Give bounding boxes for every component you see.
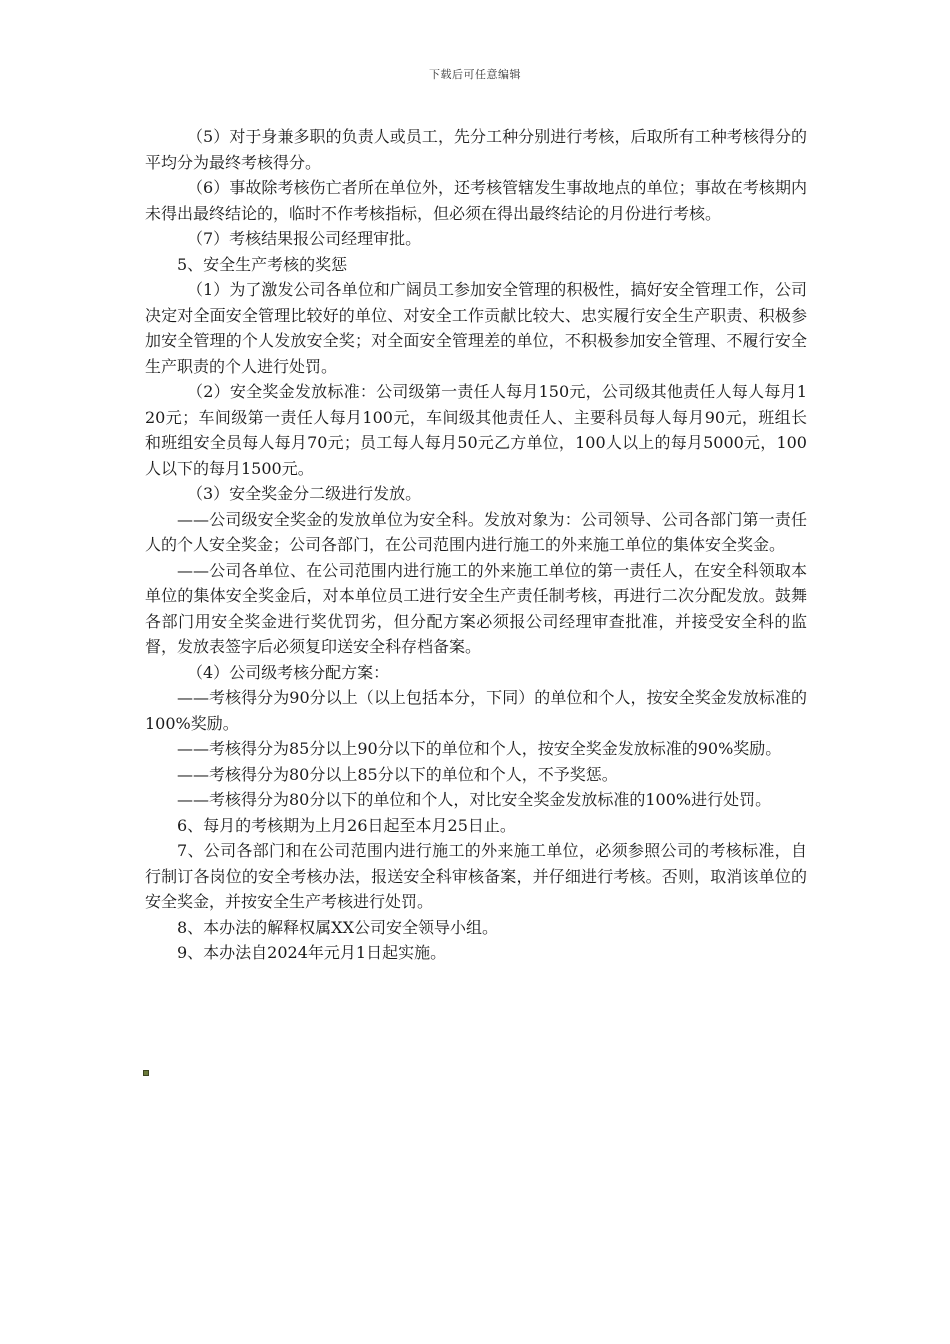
page-header: 下载后可任意编辑 <box>429 68 521 81</box>
paragraph-reward-4: （4）公司级考核分配方案： <box>187 662 390 682</box>
paragraph-item-9-effective: 9、本办法自2024年元月1日起实施。 <box>177 943 447 962</box>
paragraph-score-85: ——考核得分为85分以上90分以下的单位和个人，按安全奖金发放标准的90%奖励。 <box>177 739 782 758</box>
paragraph-score-80: ——考核得分为80分以上85分以下的单位和个人，不予奖惩。 <box>177 764 618 784</box>
paragraph-item-5: （5）对于身兼多职的负责人或员工，先分工种分别进行考核，后取所有工种考核得分的平均分为最终考核得分。 <box>145 127 807 172</box>
paragraph-unit-bonus: ——公司各单位、在公司范围内进行施工的外来施工单位的第一责任人，在安全科领取本单位的集体安全奖金后，对本单位员工进行安全生产责任制考核，再进行二次分配发放。鼓舞各部门用安全奖金进行奖优罚劣，但分配方案必须报公司经理审查批准，并接受安全科的监督，发放表签字后必须复印送安全科存档备案。 <box>145 560 807 656</box>
paragraph-reward-2: （2）安全奖金发放标准：公司级第一责任人每月150元，公司级其他责任人每人每月120元；车间级第一责任人每月100元，车间级其他责任人、主要科员每人每月90元，班组长和班组安全员每人每月70元；员工每人每月50元乙方单位，100人以上的每月5000元，100人以下的每月1500元。 <box>145 382 807 478</box>
document-body <box>145 124 807 966</box>
paragraph-score-below-80: ——考核得分为80分以下的单位和个人，对比安全奖金发放标准的100%进行处罚。 <box>177 790 772 809</box>
section-heading-rewards: 5、安全生产考核的奖惩 <box>177 254 348 274</box>
paragraph-reward-3: （3）安全奖金分二级进行发放。 <box>187 484 422 503</box>
paragraph-item-6-period: 6、每月的考核期为上月26日起至本月25日止。 <box>177 815 516 835</box>
paragraph-score-90: ——考核得分为90分以上（以上包括本分，下同）的单位和个人，按安全奖金发放标准的100%奖励。 <box>145 688 807 733</box>
paragraph-item-6: （6）事故除考核伤亡者所在单位外，还考核管辖发生事故地点的单位；事故在考核期内未得出最终结论的，临时不作考核指标，但必须在得出最终结论的月份进行考核。 <box>145 178 807 223</box>
paragraph-item-7-standards: 7、公司各部门和在公司范围内进行施工的外来施工单位，必须参照公司的考核标准，自行制订各岗位的安全考核办法，报送安全科审核备案，并仔细进行考核。否则，取消该单位的安全奖金，并按安全生产考核进行处罚。 <box>145 841 807 911</box>
end-marker-icon <box>143 1070 149 1076</box>
paragraph-item-8-interpretation: 8、本办法的解释权属XX公司安全领导小组。 <box>177 917 498 937</box>
paragraph-company-bonus: ——公司级安全奖金的发放单位为安全科。发放对象为：公司领导、公司各部门第一责任人的个人安全奖金；公司各部门，在公司范围内进行施工的外来施工单位的集体安全奖金。 <box>145 509 807 554</box>
paragraph-item-7: （7）考核结果报公司经理审批。 <box>187 229 422 248</box>
paragraph-reward-1: （1）为了激发公司各单位和广阔员工参加安全管理的积极性，搞好安全管理工作，公司决定对全面安全管理比较好的单位、对安全工作贡献比较大、忠实履行安全生产职责、积极参加安全管理的个人发放安全奖；对全面安全管理差的单位，不积极参加安全管理、不履行安全生产职责的个人进行处罚。 <box>145 280 807 376</box>
